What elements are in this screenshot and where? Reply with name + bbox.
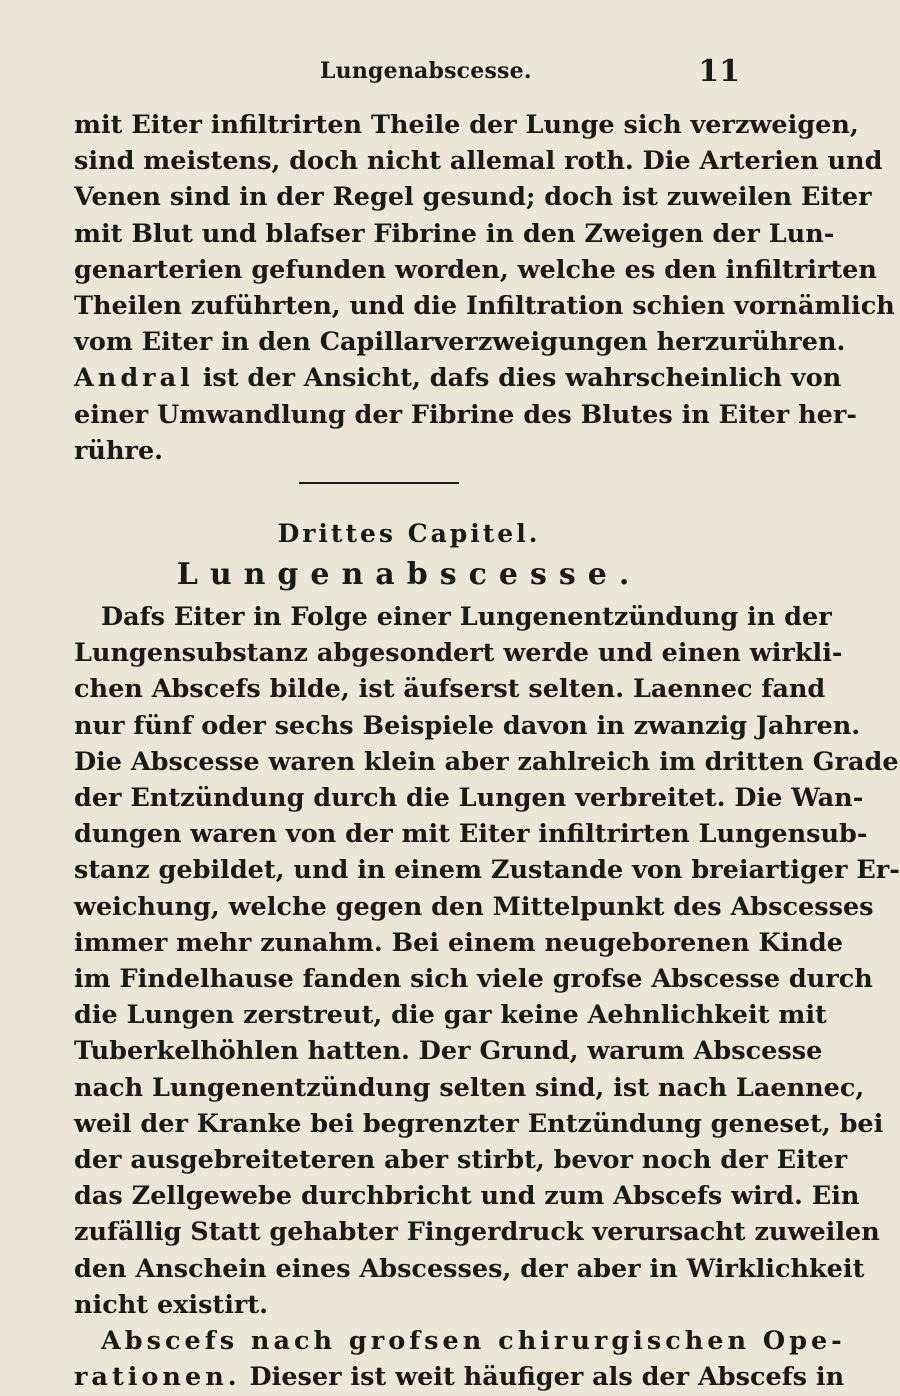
text-line: ist der Ansicht, dafs dies wahrscheinlich von: [202, 363, 842, 394]
text-line: im Findelhause fanden sich viele grofse Abscesse durch: [74, 964, 873, 995]
text-line: rühre.: [74, 435, 164, 466]
section-divider: [74, 469, 744, 509]
text-line: immer mehr zunahm. Bei einem neugeborenen Kinde: [74, 927, 843, 958]
author-name: Andral: [74, 363, 194, 394]
text-line: den Anschein eines Abscesses, der aber in Wirklichkeit: [74, 1253, 865, 1284]
text-line: vom Eiter in den Capillarverzweigungen herzurühren.: [74, 327, 846, 358]
text-line: mit Eiter infiltrirten Theile der Lunge sich verzweigen,: [74, 110, 859, 140]
divider-rule: [299, 482, 459, 484]
text-line-with-author: [74, 360, 842, 396]
body-text: [74, 107, 900, 1396]
text-line: zufällig Statt gehabter Fingerdruck verursacht zuweilen: [74, 1217, 880, 1248]
text-line: nicht existirt.: [74, 1289, 268, 1320]
subheading-line: Abscefs nach grofsen chirurgischen Ope-: [101, 1326, 846, 1357]
text-line: einer Umwandlung der Fibrine des Blutes in Eiter her-: [74, 399, 857, 430]
text-line: dungen waren von der mit Eiter infiltrirten Lungensub-: [74, 819, 868, 850]
text-line: weil der Kranke bei begrenzter Entzündung geneset, bei: [74, 1108, 884, 1139]
text-line-rest: Dieser ist weit häufiger als der Abscefs in: [249, 1362, 845, 1393]
text-line: stanz gebildet, und in einem Zustande von breiartiger Er-: [74, 855, 900, 886]
text-line: nach Lungenentzündung selten sind, ist nach Laennec,: [74, 1072, 865, 1103]
text-line: Die Abscesse waren klein aber zahlreich im dritten Grade: [74, 746, 899, 777]
text-line: Venen sind in der Regel gesund; doch ist zuweilen Eiter: [74, 182, 872, 213]
text-line: sind meistens, doch nicht allemal roth. Die Arterien und: [74, 146, 883, 177]
text-line: Theilen zuführten, und die Infiltration schien vornämlich: [74, 291, 895, 322]
text-line: mit Blut und blafser Fibrine in den Zweigen der Lun-: [74, 218, 835, 249]
text-line: die Lungen zerstreut, die gar keine Aehnlichkeit mit: [74, 1000, 827, 1031]
text-line: Tuberkelhöhlen hatten. Der Grund, warum Abscesse: [74, 1036, 823, 1067]
chapter-heading: Drittes Capitel.: [277, 519, 541, 549]
text-line: chen Abscefs bilde, ist äufserst selten. Laennec fand: [74, 674, 826, 705]
subheading-continuation: rationen.: [74, 1362, 241, 1393]
page-number: 11: [698, 54, 740, 89]
text-line: [74, 1359, 845, 1395]
text-line: weichung, welche gegen den Mittelpunkt des Abscesses: [74, 891, 874, 922]
text-line: genarterien gefunden worden, welche es den infiltrirten: [74, 254, 877, 285]
paragraph-2: [74, 599, 900, 1323]
paragraph-1: [74, 107, 895, 469]
text-line: der ausgebreiteteren aber stirbt, bevor noch der Eiter: [74, 1145, 848, 1176]
text-line: Dafs Eiter in Folge einer Lungenentzündung in der: [101, 602, 832, 633]
page-header: [0, 54, 800, 98]
chapter-title: Lungenabscesse.: [176, 557, 642, 593]
text-line: der Entzündung durch die Lungen verbreitet. Die Wan-: [74, 783, 864, 814]
text-line: Lungensubstanz abgesondert werde und einen wirkli-: [74, 638, 843, 669]
text-line: das Zellgewebe durchbricht und zum Abscefs wird. Ein: [74, 1181, 860, 1212]
text-line: nur fünf oder sechs Beispiele davon in zwanzig Jahren.: [74, 710, 861, 741]
paragraph-3: [74, 1323, 846, 1395]
running-title: Lungenabscesse.: [320, 58, 532, 84]
